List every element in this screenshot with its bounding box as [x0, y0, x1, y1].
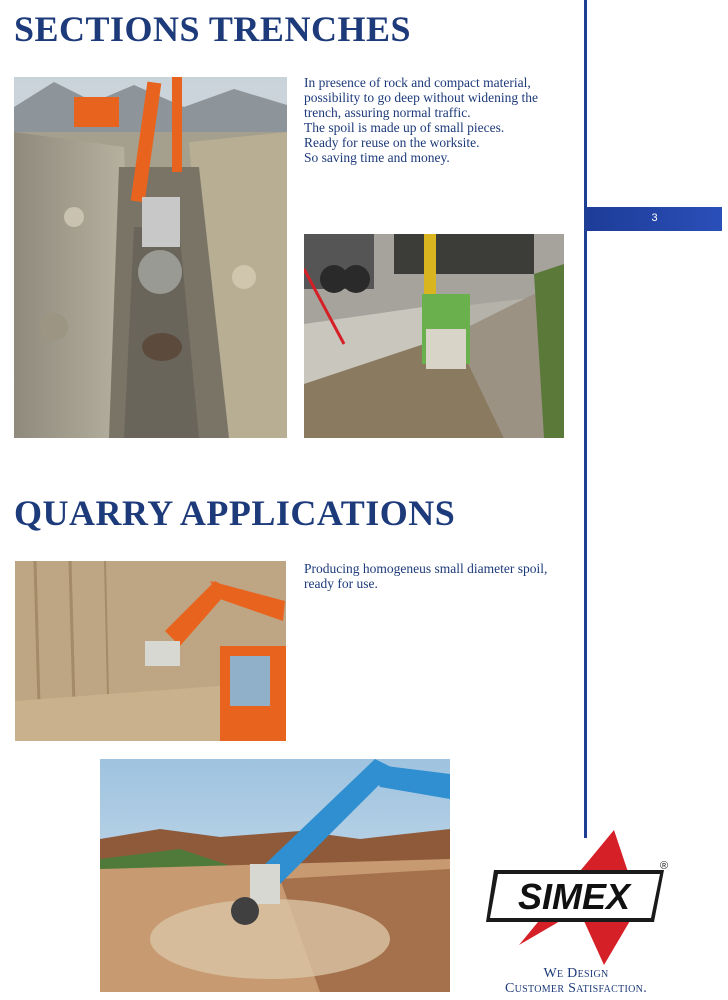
- trenches-line: In presence of rock and compact material,: [304, 75, 531, 90]
- page-number-tab: [587, 207, 722, 231]
- quarry-photo-blue-excavator: [100, 759, 450, 992]
- trenches-line: possibility to go deep without widening the: [304, 90, 538, 105]
- section-title-quarry: QUARRY APPLICATIONS: [14, 493, 456, 533]
- trenches-line: Ready for reuse on the worksite.: [304, 135, 480, 150]
- trench-photo-excavator: [14, 77, 287, 438]
- quarry-photo-orange-excavator: [15, 561, 286, 741]
- trench-photo-roadside: [304, 234, 564, 438]
- trenches-line: So saving time and money.: [304, 150, 450, 165]
- tagline-line-1: We Design: [543, 966, 609, 981]
- trenches-line: trench, assuring normal traffic.: [304, 105, 471, 120]
- quarry-description: [304, 561, 547, 591]
- page-margin-rule: [584, 0, 587, 838]
- page-number: 3: [651, 212, 658, 224]
- registered-mark: ®: [660, 860, 669, 872]
- trenches-line: The spoil is made up of small pieces.: [304, 120, 505, 135]
- trenches-description: [304, 75, 538, 165]
- quarry-line: ready for use.: [304, 576, 378, 591]
- tagline: [476, 966, 676, 996]
- tagline-line-2: Customer Satisfaction.: [504, 981, 648, 996]
- quarry-line: Producing homogeneus small diameter spoil,: [304, 561, 548, 576]
- section-title-trenches: SECTIONS TRENCHES: [14, 9, 411, 49]
- simex-logo: [484, 830, 680, 965]
- simex-wordmark: SIMEX: [517, 876, 631, 917]
